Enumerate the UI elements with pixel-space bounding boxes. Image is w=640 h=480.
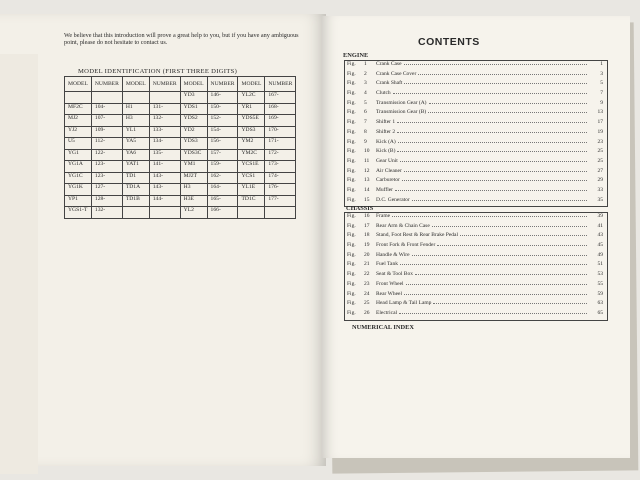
page-number: 59: [597, 290, 603, 297]
dot-leader: [397, 132, 587, 133]
chassis-toc-list: [344, 212, 608, 321]
figure-number: 11: [364, 157, 370, 164]
entry-title: Kick (B): [376, 148, 396, 155]
dot-leader: [402, 180, 587, 181]
table-cell: 159-: [207, 161, 238, 173]
table-cell: YDS3: [238, 126, 265, 138]
table-row: [65, 161, 296, 173]
figure-prefix: Fig.: [347, 261, 356, 268]
table-cell: YG1A: [65, 161, 92, 173]
figure-number: 20: [364, 251, 370, 258]
figure-prefix: Fig.: [347, 232, 356, 239]
table-cell: 174-: [265, 172, 296, 184]
dot-leader: [415, 274, 587, 275]
entry-title: Rear Arm & Chain Case: [376, 222, 430, 229]
figure-prefix: Fig.: [347, 80, 356, 87]
entry-title: Frame: [376, 213, 391, 219]
figure-prefix: Fig.: [347, 177, 356, 184]
table-header-cell: MODEL: [180, 77, 207, 92]
toc-entry: [345, 109, 607, 119]
entry-title: Air Cleaner: [376, 167, 402, 174]
dot-leader: [418, 74, 587, 75]
figure-number: 18: [364, 232, 370, 239]
table-cell: 154-: [207, 126, 238, 138]
table-cell: 123-: [91, 172, 122, 184]
table-row: [65, 149, 296, 161]
table-cell: 152-: [207, 115, 238, 127]
dot-leader: [404, 294, 587, 295]
table-cell: [65, 92, 92, 104]
dot-leader: [397, 122, 587, 123]
toc-entry: [345, 158, 607, 168]
model-table: [64, 76, 296, 219]
table-cell: TD1B: [122, 195, 149, 207]
table-cell: [122, 207, 149, 219]
table-header-cell: MODEL: [122, 77, 149, 92]
page-number: 7: [600, 90, 603, 97]
entry-title: Fuel Tank: [376, 261, 398, 268]
figure-number: 14: [364, 186, 370, 193]
table-cell: H3: [122, 115, 149, 127]
table-cell: [265, 207, 296, 219]
table-cell: YAT1: [122, 161, 149, 173]
table-cell: TD1: [122, 172, 149, 184]
toc-entry: [345, 61, 607, 71]
page-number: 17: [597, 119, 603, 126]
figure-number: 1: [364, 61, 367, 67]
entry-title: Rear Wheel: [376, 290, 403, 297]
figure-number: 24: [364, 290, 370, 297]
table-cell: H3E: [180, 195, 207, 207]
figure-number: 3: [364, 80, 367, 87]
figure-number: 22: [364, 271, 370, 278]
table-cell: YA6: [122, 149, 149, 161]
entry-title: Crank Case: [376, 61, 402, 67]
dot-leader: [392, 216, 587, 217]
dot-leader: [397, 151, 587, 152]
table-cell: 109-: [91, 126, 122, 138]
figure-prefix: Fig.: [347, 70, 356, 77]
table-header-cell: NUMBER: [207, 77, 238, 92]
page-number: 41: [597, 222, 603, 229]
contents-title: CONTENTS: [418, 36, 480, 48]
table-row: [65, 195, 296, 207]
table-cell: 156-: [207, 138, 238, 150]
table-cell: YDS2: [180, 115, 207, 127]
table-cell: 131-: [149, 103, 180, 115]
toc-entry: [345, 252, 607, 262]
table-cell: 135-: [149, 149, 180, 161]
table-cell: H1: [122, 103, 149, 115]
figure-prefix: Fig.: [347, 99, 356, 106]
table-cell: TD1C: [238, 195, 265, 207]
dot-leader: [395, 190, 587, 191]
figure-number: 5: [364, 99, 367, 106]
entry-title: Crank Case Cover: [376, 70, 417, 77]
table-cell: YA5: [122, 138, 149, 150]
table-cell: 165-: [207, 195, 238, 207]
table-cell: 173-: [265, 161, 296, 173]
figure-prefix: Fig.: [347, 90, 356, 97]
intro-text: We believe that this introduction will prove a great help to you, but if you have any ambiguous point, please do not hesitate to contact us.: [64, 32, 299, 47]
figure-number: 8: [364, 128, 367, 135]
table-cell: YR1: [238, 103, 265, 115]
figure-prefix: Fig.: [347, 119, 356, 126]
page-number: 63: [597, 300, 603, 307]
toc-entry: [345, 177, 607, 187]
table-cell: MJ2T: [180, 172, 207, 184]
page-number: 23: [597, 138, 603, 145]
table-cell: YCS1: [238, 172, 265, 184]
table-cell: 134-: [149, 138, 180, 150]
table-cell: YP1: [65, 195, 92, 207]
numerical-index-title: NUMERICAL INDEX: [352, 324, 414, 331]
dot-leader: [398, 142, 587, 143]
page-number: 13: [597, 109, 603, 116]
table-cell: 157-: [207, 149, 238, 161]
page-number: 9: [600, 99, 603, 106]
dot-leader: [400, 264, 587, 265]
figure-prefix: Fig.: [347, 109, 356, 116]
table-cell: YD3: [180, 92, 207, 104]
figure-prefix: Fig.: [347, 242, 356, 249]
dot-leader: [406, 284, 587, 285]
table-cell: 169-: [265, 115, 296, 127]
engine-toc-list: [344, 60, 608, 207]
toc-entry: [345, 291, 607, 301]
figure-number: 26: [364, 309, 370, 316]
table-cell: 168-: [265, 103, 296, 115]
dot-leader: [399, 313, 587, 314]
table-cell: YD2: [180, 126, 207, 138]
table-cell: MF2C: [65, 103, 92, 115]
page-number: 1: [600, 61, 603, 67]
table-cell: H3: [180, 184, 207, 196]
dot-leader: [460, 235, 587, 236]
table-cell: 143-: [149, 172, 180, 184]
table-cell: MJ2: [65, 115, 92, 127]
table-cell: 146-: [207, 92, 238, 104]
entry-title: Front Fork & Front Fender: [376, 242, 436, 249]
figure-prefix: Fig.: [347, 290, 356, 297]
figure-number: 12: [364, 167, 370, 174]
figure-prefix: Fig.: [347, 309, 356, 316]
figure-prefix: Fig.: [347, 196, 356, 203]
chassis-section-title: CHASSIS: [346, 205, 374, 212]
table-cell: 128-: [91, 195, 122, 207]
entry-title: Gear Unit: [376, 157, 398, 164]
entry-title: Crank Shaft: [376, 80, 403, 87]
table-row: [65, 172, 296, 184]
page-number: 25: [597, 148, 603, 155]
table-header-cell: NUMBER: [91, 77, 122, 92]
table-cell: YL1E: [238, 184, 265, 196]
figure-prefix: Fig.: [347, 300, 356, 307]
figure-prefix: Fig.: [347, 271, 356, 278]
table-cell: YM1: [180, 161, 207, 173]
page-number: 29: [597, 177, 603, 184]
table-row: [65, 103, 296, 115]
dot-leader: [433, 303, 587, 304]
entry-title: Muffler: [376, 186, 394, 193]
page-number: 39: [597, 213, 603, 219]
table-header-cell: MODEL: [65, 77, 92, 92]
table-cell: YL1: [122, 126, 149, 138]
figure-prefix: Fig.: [347, 167, 356, 174]
toc-entry: [345, 139, 607, 149]
page-number: 5: [600, 80, 603, 87]
entry-title: Front Wheel: [376, 280, 404, 287]
toc-entry: [345, 100, 607, 110]
model-table-body: [65, 92, 296, 219]
table-cell: 167-: [265, 92, 296, 104]
figure-number: 13: [364, 177, 370, 184]
table-cell: 133-: [149, 126, 180, 138]
toc-entry: [345, 223, 607, 233]
table-cell: 170-: [265, 126, 296, 138]
figure-number: 21: [364, 261, 370, 268]
figure-prefix: Fig.: [347, 222, 356, 229]
dot-leader: [437, 245, 587, 246]
figure-prefix: Fig.: [347, 251, 356, 258]
table-row: [65, 138, 296, 150]
table-cell: 112-: [91, 138, 122, 150]
table-cell: YM2C: [238, 149, 265, 161]
figure-prefix: Fig.: [347, 186, 356, 193]
toc-entry: [345, 80, 607, 90]
table-cell: 107-: [91, 115, 122, 127]
table-header-cell: NUMBER: [265, 77, 296, 92]
page-number: 27: [597, 167, 603, 174]
figure-number: 4: [364, 90, 367, 97]
page-number: 49: [597, 251, 603, 258]
dot-leader: [400, 161, 587, 162]
entry-title: Handle & Wire: [376, 251, 410, 258]
figure-number: 19: [364, 242, 370, 249]
model-identification-heading: MODEL IDENTIFICATION (FIRST THREE DIGITS): [78, 68, 238, 75]
figure-prefix: Fig.: [347, 128, 356, 135]
table-cell: 172-: [265, 149, 296, 161]
page-number: 55: [597, 280, 603, 287]
table-cell: YDS1: [180, 103, 207, 115]
page-number: 35: [597, 196, 603, 203]
left-page-edge: [0, 54, 38, 474]
toc-entry: [345, 281, 607, 291]
table-cell: YDS3C: [180, 149, 207, 161]
dot-leader: [428, 112, 587, 113]
toc-entry: [345, 300, 607, 310]
figure-number: 25: [364, 300, 370, 307]
table-cell: YM2: [238, 138, 265, 150]
table-cell: YJ2: [65, 126, 92, 138]
figure-prefix: Fig.: [347, 157, 356, 164]
entry-title: Electrical: [376, 309, 398, 316]
table-cell: [149, 92, 180, 104]
table-cell: 122-: [91, 149, 122, 161]
figure-number: 2: [364, 70, 367, 77]
toc-entry: [345, 242, 607, 252]
table-cell: YL2C: [238, 92, 265, 104]
toc-entry: [345, 71, 607, 81]
toc-entry: [345, 148, 607, 158]
table-cell: [122, 92, 149, 104]
model-table-header: [65, 77, 296, 92]
table-cell: YG1K: [65, 184, 92, 196]
table-cell: 177-: [265, 195, 296, 207]
entry-title: Shifter 1: [376, 119, 396, 126]
figure-number: 23: [364, 280, 370, 287]
dot-leader: [412, 200, 587, 201]
table-row: [65, 115, 296, 127]
table-cell: TD1A: [122, 184, 149, 196]
table-cell: YG1: [65, 149, 92, 161]
table-cell: 144-: [149, 195, 180, 207]
toc-entry: [345, 187, 607, 197]
page-number: 65: [597, 309, 603, 316]
table-header-cell: NUMBER: [149, 77, 180, 92]
page-number: 51: [597, 261, 603, 268]
table-cell: [91, 92, 122, 104]
table-cell: YDS5E: [238, 115, 265, 127]
entry-title: Shifter 2: [376, 128, 396, 135]
figure-number: 9: [364, 138, 367, 145]
dot-leader: [404, 83, 587, 84]
page-number: 19: [597, 128, 603, 135]
table-cell: 141-: [149, 161, 180, 173]
table-cell: U5: [65, 138, 92, 150]
figure-number: 15: [364, 196, 370, 203]
table-cell: 162-: [207, 172, 238, 184]
toc-entry: [345, 310, 607, 320]
toc-entry: [345, 271, 607, 281]
table-cell: 123-: [91, 161, 122, 173]
page-number: 33: [597, 186, 603, 193]
toc-entry: [345, 129, 607, 139]
figure-prefix: Fig.: [347, 148, 356, 155]
figure-number: 16: [364, 213, 370, 219]
entry-title: Head Lamp & Tail Lamp: [376, 300, 432, 307]
table-cell: 132-: [149, 115, 180, 127]
figure-number: 17: [364, 222, 370, 229]
dot-leader: [393, 93, 587, 94]
table-cell: [149, 207, 180, 219]
figure-number: 7: [364, 119, 367, 126]
table-row: [65, 126, 296, 138]
entry-title: Clutch: [376, 90, 391, 97]
entry-title: D.C. Generator: [376, 196, 410, 203]
entry-title: Stand, Foot Rest & Rear Brake Pedal: [376, 232, 459, 239]
toc-entry: [345, 197, 607, 207]
table-cell: YGS1-T: [65, 207, 92, 219]
toc-entry: [345, 261, 607, 271]
table-row: [65, 92, 296, 104]
figure-prefix: Fig.: [347, 61, 356, 67]
figure-number: 6: [364, 109, 367, 116]
figure-number: 10: [364, 148, 370, 155]
table-cell: 171-: [265, 138, 296, 150]
page-number: 43: [597, 232, 603, 239]
page-number: 45: [597, 242, 603, 249]
figure-prefix: Fig.: [347, 280, 356, 287]
entry-title: Seat & Tool Box: [376, 271, 413, 278]
table-cell: 176-: [265, 184, 296, 196]
entry-title: Kick (A): [376, 138, 396, 145]
page-number: 53: [597, 271, 603, 278]
table-cell: 143-: [149, 184, 180, 196]
table-cell: 166-: [207, 207, 238, 219]
table-cell: 127-: [91, 184, 122, 196]
table-cell: 132-: [91, 207, 122, 219]
toc-entry: [345, 119, 607, 129]
page-number: 25: [597, 157, 603, 164]
table-cell: 164-: [207, 184, 238, 196]
dot-leader: [412, 255, 587, 256]
entry-title: Transmission Gear (A): [376, 99, 427, 106]
engine-section-title: ENGINE: [343, 52, 369, 59]
table-cell: 150-: [207, 103, 238, 115]
toc-entry: [345, 213, 607, 223]
toc-entry: [345, 232, 607, 242]
dot-leader: [404, 64, 587, 65]
entry-title: Carburetor: [376, 177, 400, 184]
table-row: [65, 207, 296, 219]
figure-prefix: Fig.: [347, 138, 356, 145]
table-cell: YCS1E: [238, 161, 265, 173]
table-header-cell: MODEL: [238, 77, 265, 92]
toc-entry: [345, 168, 607, 178]
table-cell: [238, 207, 265, 219]
table-row: [65, 184, 296, 196]
entry-title: Transmission Gear (B): [376, 109, 427, 116]
table-cell: YG1C: [65, 172, 92, 184]
dot-leader: [429, 103, 587, 104]
dot-leader: [432, 226, 587, 227]
figure-prefix: Fig.: [347, 213, 356, 219]
page-number: 3: [600, 70, 603, 77]
table-cell: YL2: [180, 207, 207, 219]
table-cell: YDS3: [180, 138, 207, 150]
dot-leader: [404, 171, 587, 172]
table-cell: 104-: [91, 103, 122, 115]
toc-entry: [345, 90, 607, 100]
